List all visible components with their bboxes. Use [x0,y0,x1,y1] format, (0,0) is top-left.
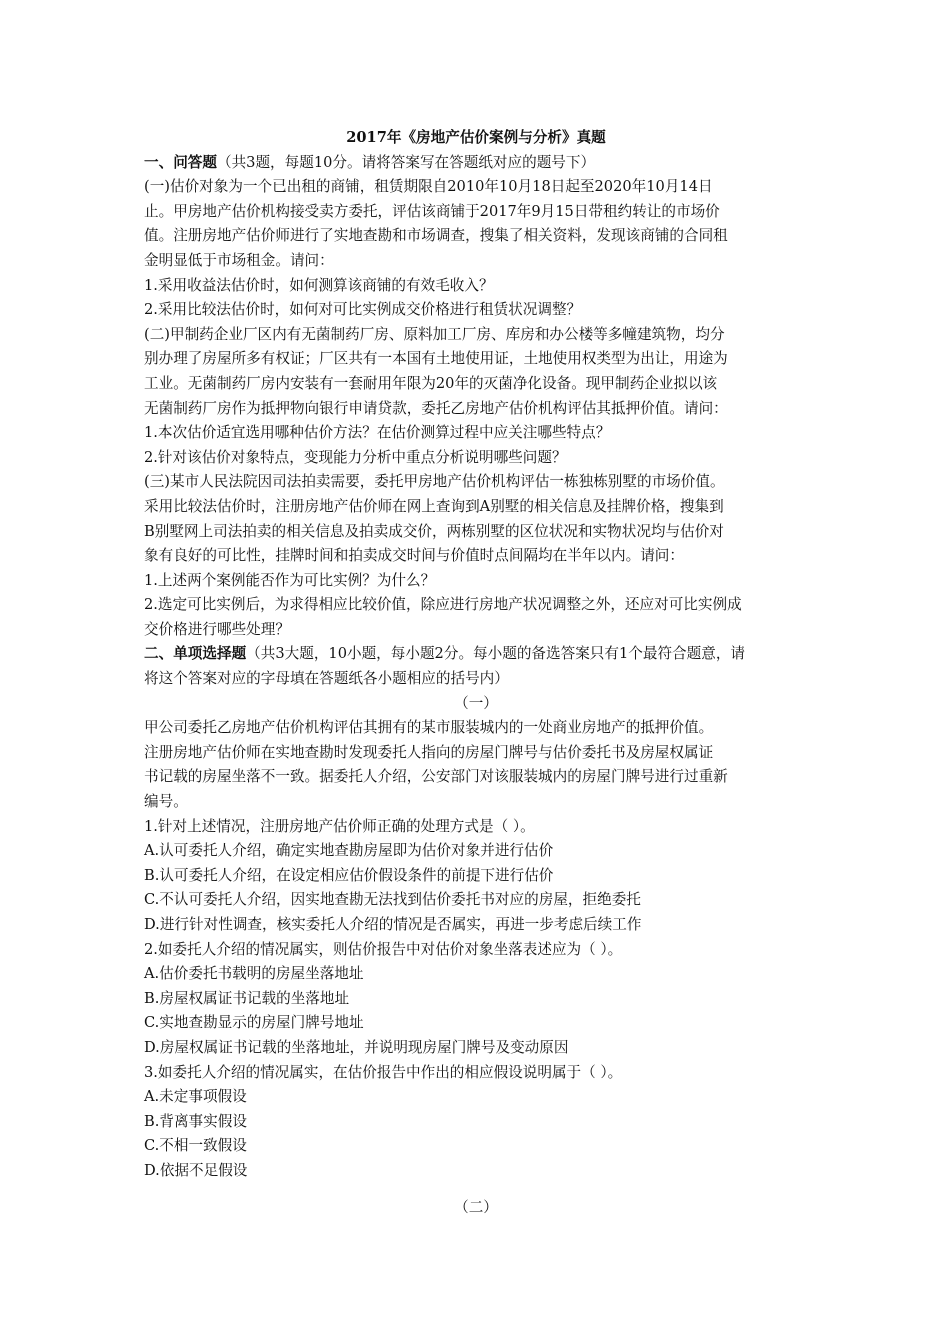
case2-question-1: 1.本次估价适宜选用哪种估价方法？在估价测算过程中应关注哪些特点？ [144,424,611,442]
part1-label: （一） [454,694,498,712]
part1-intro-line: 注册房地产估价师在实地查勘时发现委托人指向的房屋门牌号与估价委托书及房屋权属证 [144,743,714,761]
mc-q3-option-b: B.背离事实假设 [144,1112,247,1130]
section2-note: （共3大题，10小题，每小题2分。每小题的备选答案只有1个最符合题意，请 [246,645,746,663]
section1-heading-line [144,151,808,176]
part2-label: （二） [454,1199,498,1216]
case2-line: (二)甲制药企业厂区内有无菌制药厂房、原料加工厂房、库房和办公楼等多幢建筑物，均分 [144,325,725,343]
case2-question-2: 2.针对该估价对象特点，变现能力分析中重点分析说明哪些问题？ [144,448,567,466]
case1-question-2: 2.采用比较法估价时，如何对可比实例成交价格进行租赁状况调整？ [144,301,582,319]
mc-q1-option-d: D.进行针对性调查，核实委托人介绍的情况是否属实，再进一步考虑后续工作 [144,916,642,933]
case3-question-1: 1.上述两个案例能否作为可比实例？为什么？ [144,571,436,589]
section2-heading: 二、单项选择题 [144,645,247,663]
case3-question-2: 2.选定可比实例后，为求得相应比较价值，除应进行房地产状况调整之外，还应对可比实例成 [144,596,742,614]
section1-note: （共3题，每题10分。请将答案写在答题纸对应的题号下） [216,153,596,171]
section1-heading: 一、问答题 [144,153,217,171]
mc-q2-option-c: C.实地查勘显示的房屋门牌号地址 [144,1014,364,1032]
case3-line: 象有良好的可比性，挂牌时间和拍卖成交时间与价值时点间隔均在半年以内。请问： [144,547,684,565]
mc-question-3: 3.如委托人介绍的情况属实，在估价报告中作出的相应假设说明属于（ ）。 [144,1063,623,1081]
mc-q1-option-a: A.认可委托人介绍，确定实地查勘房屋即为估价对象并进行估价 [144,842,554,860]
document-title: 2017年《房地产估价案例与分析》真题 [346,129,606,146]
case1-line: 值。注册房地产估价师进行了实地查勘和市场调查，搜集了相关资料，发现该商铺的合同租 [144,227,728,245]
section2-note-cont: 将这个答案对应的字母填在答题纸各小题相应的括号内） [144,670,509,688]
mc-question-1: 1.针对上述情况，注册房地产估价师正确的处理方式是（ ）。 [144,817,535,835]
mc-q1-option-b: B.认可委托人介绍，在设定相应估价假设条件的前提下进行估价 [144,866,554,884]
mc-question-2: 2.如委托人介绍的情况属实，则估价报告中对估价对象坐落表述应为（ ）。 [144,940,623,958]
case3-question-2-cont: 交价格进行哪些处理？ [144,620,290,638]
case1-line: (一)估价对象为一个已出租的商铺，租赁期限自2010年10月18日起至2020年10月14日 [144,178,713,196]
part1-intro-line: 甲公司委托乙房地产估价机构评估其拥有的某市服装城内的一处商业房地产的抵押价值。 [144,719,714,737]
mc-q2-option-d: D.房屋权属证书记载的坐落地址，并说明现房屋门牌号及变动原因 [144,1038,569,1056]
part1-intro-line: 书记载的房屋坐落不一致。据委托人介绍，公安部门对该服装城内的房屋门牌号进行过重新 [144,768,728,786]
case1-line: 止。甲房地产估价机构接受卖方委托，评估该商铺于2017年9月15日带租约转让的市场价 [144,202,720,220]
part1-intro-line: 编号。 [144,793,188,811]
case3-line: 采用比较法估价时，注册房地产估价师在网上查询到A别墅的相关信息及挂牌价格，搜集到 [144,497,724,515]
mc-q3-option-c: C.不相一致假设 [144,1137,247,1155]
case1-question-1: 1.采用收益法估价时，如何测算该商铺的有效毛收入？ [144,276,494,294]
case2-line: 无菌制药厂房作为抵押物向银行申请贷款，委托乙房地产估价机构评估其抵押价值。请问： [144,399,728,417]
mc-q2-option-b: B.房屋权属证书记载的坐落地址 [144,989,350,1007]
mc-q2-option-a: A.估价委托书载明的房屋坐落地址 [144,965,364,983]
case3-line: B别墅网上司法拍卖的相关信息及拍卖成交价，两栋别墅的区位状况和实物状况均与估价对 [144,522,724,540]
case2-line: 别办理了房屋所多有权证；厂区共有一本国有土地使用证，土地使用权类型为出让，用途为 [144,350,728,368]
section2-heading-line [144,642,808,667]
case2-line: 工业。无菌制药厂房内安装有一套耐用年限为20年的灭菌净化设备。现甲制药企业拟以该 [144,374,718,392]
mc-q1-option-c: C.不认可委托人介绍，因实地查勘无法找到估价委托书对应的房屋，拒绝委托 [144,891,641,909]
case3-line: (三)某市人民法院因司法拍卖需要，委托甲房地产估价机构评估一栋独栋别墅的市场价值。 [144,473,725,491]
case1-line: 金明显低于市场租金。请问： [144,251,334,269]
mc-q3-option-d: D.依据不足假设 [144,1161,248,1179]
document-page [144,126,808,1184]
mc-q3-option-a: A.未定事项假设 [144,1088,247,1106]
